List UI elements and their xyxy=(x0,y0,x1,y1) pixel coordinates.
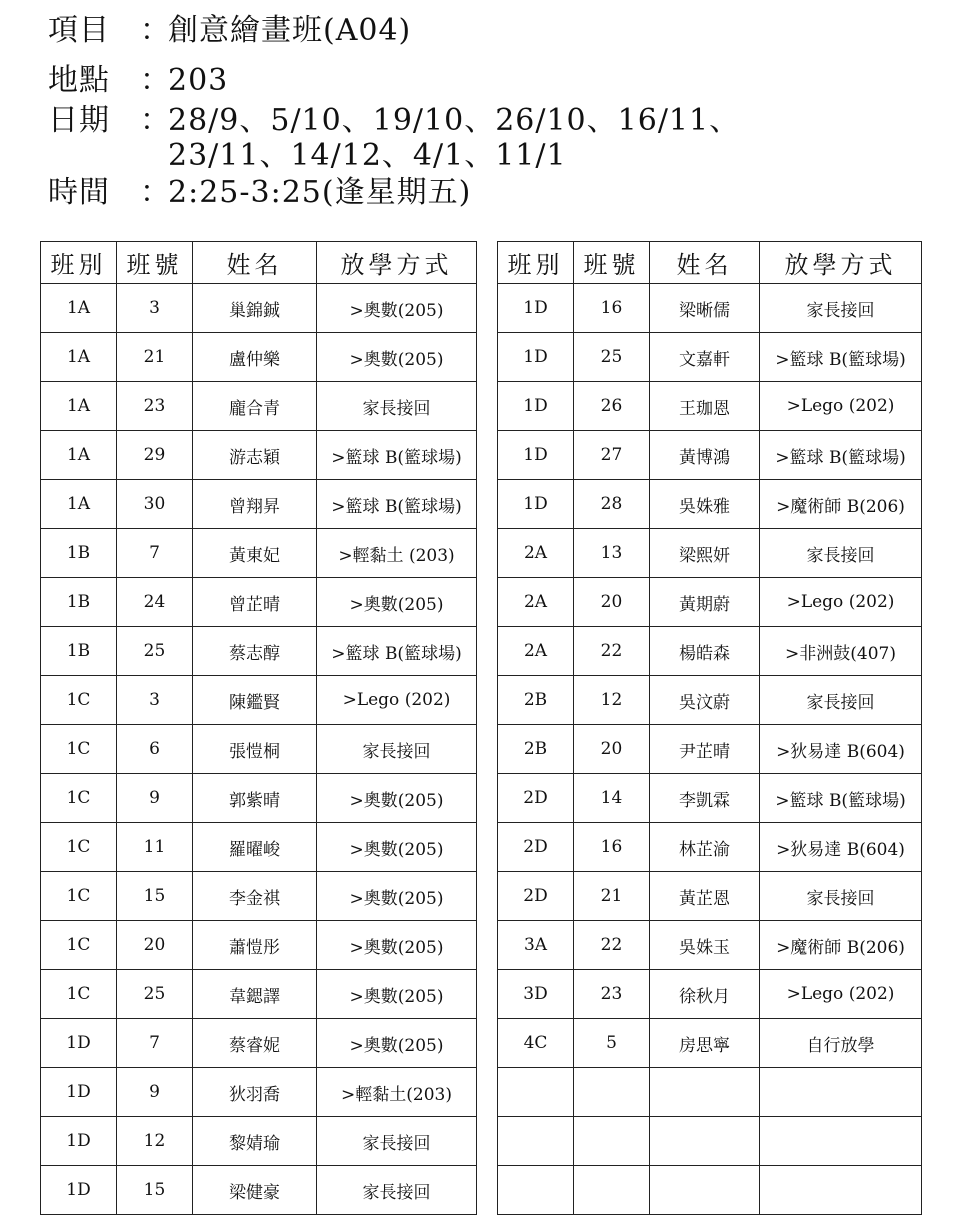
cell-number: 20 xyxy=(574,578,650,627)
student-table-left xyxy=(40,241,477,1215)
cell-dismissal: >奧數(205) xyxy=(317,774,477,823)
cell-class: 1D xyxy=(498,333,574,382)
cell-dismissal xyxy=(760,1117,922,1166)
date-line-continued xyxy=(48,139,567,173)
table-row xyxy=(498,970,922,1019)
cell-class: 1A xyxy=(41,333,117,382)
cell-class: 1D xyxy=(498,284,574,333)
cell-class: 1A xyxy=(41,382,117,431)
cell-name: 吳姝雅 xyxy=(650,480,760,529)
table-row xyxy=(41,627,477,676)
header-name: 姓名 xyxy=(650,242,760,284)
table-row xyxy=(41,382,477,431)
cell-class: 3D xyxy=(498,970,574,1019)
table-row xyxy=(498,1117,922,1166)
cell-number: 24 xyxy=(117,578,193,627)
cell-number: 6 xyxy=(117,725,193,774)
cell-dismissal: 家長接回 xyxy=(317,725,477,774)
header-dismissal: 放學方式 xyxy=(760,242,922,284)
cell-number: 22 xyxy=(574,921,650,970)
time-value: 2:25-3:25(逢星期五) xyxy=(168,175,472,210)
cell-name: 吳汶蔚 xyxy=(650,676,760,725)
cell-name: 黃東妃 xyxy=(193,529,317,578)
cell-number: 9 xyxy=(117,774,193,823)
cell-class: 1A xyxy=(41,431,117,480)
cell-number: 13 xyxy=(574,529,650,578)
cell-number: 3 xyxy=(117,676,193,725)
cell-name xyxy=(650,1068,760,1117)
cell-class: 1C xyxy=(41,970,117,1019)
cell-class: 1D xyxy=(41,1068,117,1117)
cell-dismissal: >奧數(205) xyxy=(317,823,477,872)
cell-dismissal xyxy=(760,1166,922,1215)
cell-number: 3 xyxy=(117,284,193,333)
cell-dismissal: >Lego (202) xyxy=(760,578,922,627)
table-row xyxy=(498,382,922,431)
table-row xyxy=(498,725,922,774)
cell-class: 1C xyxy=(41,774,117,823)
cell-name: 黃博鴻 xyxy=(650,431,760,480)
cell-number: 16 xyxy=(574,284,650,333)
cell-dismissal: >奧數(205) xyxy=(317,921,477,970)
cell-class: 1B xyxy=(41,627,117,676)
table-row xyxy=(41,1166,477,1215)
cell-name: 陳鑑賢 xyxy=(193,676,317,725)
cell-dismissal: >籃球 B(籃球場) xyxy=(760,431,922,480)
cell-name: 盧仲樂 xyxy=(193,333,317,382)
cell-class: 1C xyxy=(41,725,117,774)
cell-number: 21 xyxy=(574,872,650,921)
cell-class: 1D xyxy=(41,1019,117,1068)
project-label: 項目 xyxy=(48,13,110,48)
cell-number xyxy=(574,1068,650,1117)
cell-dismissal: >奧數(205) xyxy=(317,1019,477,1068)
time-label: 時間 xyxy=(48,175,110,210)
cell-class: 1C xyxy=(41,921,117,970)
cell-class: 1D xyxy=(498,480,574,529)
cell-dismissal: >狄易達 B(604) xyxy=(760,823,922,872)
date-value-line2: 23/11、14/12、4/1、11/1 xyxy=(168,138,567,173)
cell-name: 巢錦鋮 xyxy=(193,284,317,333)
cell-dismissal: >籃球 B(籃球場) xyxy=(760,774,922,823)
cell-number: 25 xyxy=(117,970,193,1019)
location-line xyxy=(48,64,228,98)
cell-number: 23 xyxy=(117,382,193,431)
header-dismissal: 放學方式 xyxy=(317,242,477,284)
table-row xyxy=(498,529,922,578)
cell-name: 梁健豪 xyxy=(193,1166,317,1215)
table-row xyxy=(498,921,922,970)
table-header-row xyxy=(41,242,477,284)
cell-class xyxy=(498,1068,574,1117)
cell-dismissal: >奧數(205) xyxy=(317,970,477,1019)
cell-class: 1C xyxy=(41,872,117,921)
cell-number: 12 xyxy=(574,676,650,725)
cell-name: 吳姝玉 xyxy=(650,921,760,970)
cell-number: 27 xyxy=(574,431,650,480)
cell-name: 韋鍶譯 xyxy=(193,970,317,1019)
cell-number: 15 xyxy=(117,872,193,921)
cell-dismissal: 自行放學 xyxy=(760,1019,922,1068)
cell-class: 2D xyxy=(498,774,574,823)
cell-name: 房思寧 xyxy=(650,1019,760,1068)
cell-dismissal: >輕黏土 (203) xyxy=(317,529,477,578)
cell-class: 1D xyxy=(498,431,574,480)
cell-number: 14 xyxy=(574,774,650,823)
cell-class: 1D xyxy=(41,1117,117,1166)
cell-name: 李凱霖 xyxy=(650,774,760,823)
location-label: 地點 xyxy=(48,63,110,98)
colon: ： xyxy=(140,175,171,210)
cell-number: 21 xyxy=(117,333,193,382)
cell-name: 羅曜峻 xyxy=(193,823,317,872)
cell-number: 12 xyxy=(117,1117,193,1166)
cell-dismissal: >狄易達 B(604) xyxy=(760,725,922,774)
cell-dismissal: 家長接回 xyxy=(317,1166,477,1215)
cell-name: 曾翔昇 xyxy=(193,480,317,529)
cell-name: 黃芷恩 xyxy=(650,872,760,921)
table-row xyxy=(41,921,477,970)
table-row xyxy=(41,823,477,872)
cell-class: 2A xyxy=(498,578,574,627)
cell-name: 蕭愷彤 xyxy=(193,921,317,970)
student-table-right xyxy=(497,241,922,1215)
cell-number: 20 xyxy=(117,921,193,970)
cell-name: 曾芷晴 xyxy=(193,578,317,627)
table-row xyxy=(498,333,922,382)
cell-class: 2B xyxy=(498,725,574,774)
table-row xyxy=(498,872,922,921)
cell-dismissal: 家長接回 xyxy=(760,676,922,725)
header-class: 班別 xyxy=(41,242,117,284)
table-row xyxy=(498,431,922,480)
cell-class: 1D xyxy=(498,382,574,431)
cell-dismissal: 家長接回 xyxy=(760,872,922,921)
cell-name: 黎婧瑜 xyxy=(193,1117,317,1166)
cell-class: 1D xyxy=(41,1166,117,1215)
cell-dismissal: 家長接回 xyxy=(317,382,477,431)
cell-dismissal: >奧數(205) xyxy=(317,333,477,382)
cell-class: 1B xyxy=(41,578,117,627)
cell-class: 3A xyxy=(498,921,574,970)
cell-class: 2A xyxy=(498,627,574,676)
project-line xyxy=(48,14,411,48)
cell-name: 黃期蔚 xyxy=(650,578,760,627)
header-number: 班號 xyxy=(117,242,193,284)
table-row xyxy=(41,676,477,725)
cell-number: 29 xyxy=(117,431,193,480)
table-row xyxy=(498,578,922,627)
date-value-line1: 28/9、5/10、19/10、26/10、16/11、 xyxy=(168,103,741,138)
cell-dismissal: >輕黏土(203) xyxy=(317,1068,477,1117)
cell-number: 7 xyxy=(117,1019,193,1068)
cell-name: 梁晰儒 xyxy=(650,284,760,333)
cell-class: 4C xyxy=(498,1019,574,1068)
table-row xyxy=(498,1166,922,1215)
cell-number: 26 xyxy=(574,382,650,431)
cell-dismissal: >籃球 B(籃球場) xyxy=(317,627,477,676)
colon: ： xyxy=(140,103,171,138)
cell-name: 梁熙妍 xyxy=(650,529,760,578)
cell-number xyxy=(574,1166,650,1215)
cell-dismissal: >奧數(205) xyxy=(317,578,477,627)
cell-class: 1A xyxy=(41,284,117,333)
cell-number: 15 xyxy=(117,1166,193,1215)
cell-class: 1C xyxy=(41,676,117,725)
cell-dismissal: >籃球 B(籃球場) xyxy=(317,480,477,529)
cell-name: 徐秋月 xyxy=(650,970,760,1019)
table-row xyxy=(41,774,477,823)
cell-class: 2D xyxy=(498,872,574,921)
cell-dismissal: >奧數(205) xyxy=(317,872,477,921)
cell-dismissal: >非洲鼓(407) xyxy=(760,627,922,676)
cell-number xyxy=(574,1117,650,1166)
cell-dismissal: 家長接回 xyxy=(760,284,922,333)
project-value: 創意繪畫班(A04) xyxy=(168,13,412,48)
cell-dismissal: >Lego (202) xyxy=(760,970,922,1019)
table-row xyxy=(498,480,922,529)
table-header-row xyxy=(498,242,922,284)
cell-name: 王珈恩 xyxy=(650,382,760,431)
cell-number: 11 xyxy=(117,823,193,872)
cell-class: 2D xyxy=(498,823,574,872)
table-row xyxy=(498,284,922,333)
cell-number: 7 xyxy=(117,529,193,578)
cell-number: 30 xyxy=(117,480,193,529)
cell-dismissal: >Lego (202) xyxy=(317,676,477,725)
cell-dismissal: 家長接回 xyxy=(760,529,922,578)
table-row xyxy=(498,1019,922,1068)
table-row xyxy=(41,1117,477,1166)
table-row xyxy=(41,1019,477,1068)
colon: ： xyxy=(140,63,171,98)
cell-number: 23 xyxy=(574,970,650,1019)
cell-dismissal: >魔術師 B(206) xyxy=(760,480,922,529)
cell-name: 狄羽喬 xyxy=(193,1068,317,1117)
table-row xyxy=(498,676,922,725)
cell-class: 1B xyxy=(41,529,117,578)
cell-number: 28 xyxy=(574,480,650,529)
cell-name: 張愷桐 xyxy=(193,725,317,774)
cell-name: 蔡志醇 xyxy=(193,627,317,676)
cell-name: 李金祺 xyxy=(193,872,317,921)
cell-name: 文嘉軒 xyxy=(650,333,760,382)
table-row xyxy=(498,774,922,823)
cell-number: 20 xyxy=(574,725,650,774)
cell-dismissal xyxy=(760,1068,922,1117)
cell-class: 1A xyxy=(41,480,117,529)
cell-name: 林芷渝 xyxy=(650,823,760,872)
date-label: 日期 xyxy=(48,103,110,138)
cell-class xyxy=(498,1166,574,1215)
cell-class xyxy=(498,1117,574,1166)
table-row xyxy=(41,578,477,627)
table-row xyxy=(41,480,477,529)
table-row xyxy=(41,333,477,382)
cell-number: 25 xyxy=(574,333,650,382)
colon: ： xyxy=(140,13,171,48)
cell-number: 5 xyxy=(574,1019,650,1068)
cell-name: 尹芷晴 xyxy=(650,725,760,774)
cell-dismissal: >籃球 B(籃球場) xyxy=(760,333,922,382)
cell-dismissal: 家長接回 xyxy=(317,1117,477,1166)
cell-name: 龐合青 xyxy=(193,382,317,431)
cell-dismissal: >魔術師 B(206) xyxy=(760,921,922,970)
table-row xyxy=(498,823,922,872)
date-line xyxy=(48,104,740,138)
cell-class: 1C xyxy=(41,823,117,872)
table-row xyxy=(41,431,477,480)
cell-class: 2B xyxy=(498,676,574,725)
table-row xyxy=(41,970,477,1019)
cell-number: 16 xyxy=(574,823,650,872)
table-row xyxy=(41,1068,477,1117)
table-row xyxy=(41,725,477,774)
table-row xyxy=(41,872,477,921)
cell-name xyxy=(650,1166,760,1215)
header-name: 姓名 xyxy=(193,242,317,284)
cell-name: 郭紫晴 xyxy=(193,774,317,823)
location-value: 203 xyxy=(168,63,229,98)
cell-name: 游志穎 xyxy=(193,431,317,480)
cell-name: 楊皓森 xyxy=(650,627,760,676)
table-row xyxy=(498,1068,922,1117)
header-class: 班別 xyxy=(498,242,574,284)
cell-name xyxy=(650,1117,760,1166)
cell-dismissal: >籃球 B(籃球場) xyxy=(317,431,477,480)
cell-dismissal: >奧數(205) xyxy=(317,284,477,333)
cell-dismissal: >Lego (202) xyxy=(760,382,922,431)
cell-number: 22 xyxy=(574,627,650,676)
table-row xyxy=(41,529,477,578)
cell-number: 25 xyxy=(117,627,193,676)
cell-class: 2A xyxy=(498,529,574,578)
table-row xyxy=(498,627,922,676)
time-line xyxy=(48,176,471,210)
table-row xyxy=(41,284,477,333)
cell-number: 9 xyxy=(117,1068,193,1117)
header-number: 班號 xyxy=(574,242,650,284)
cell-name: 蔡睿妮 xyxy=(193,1019,317,1068)
